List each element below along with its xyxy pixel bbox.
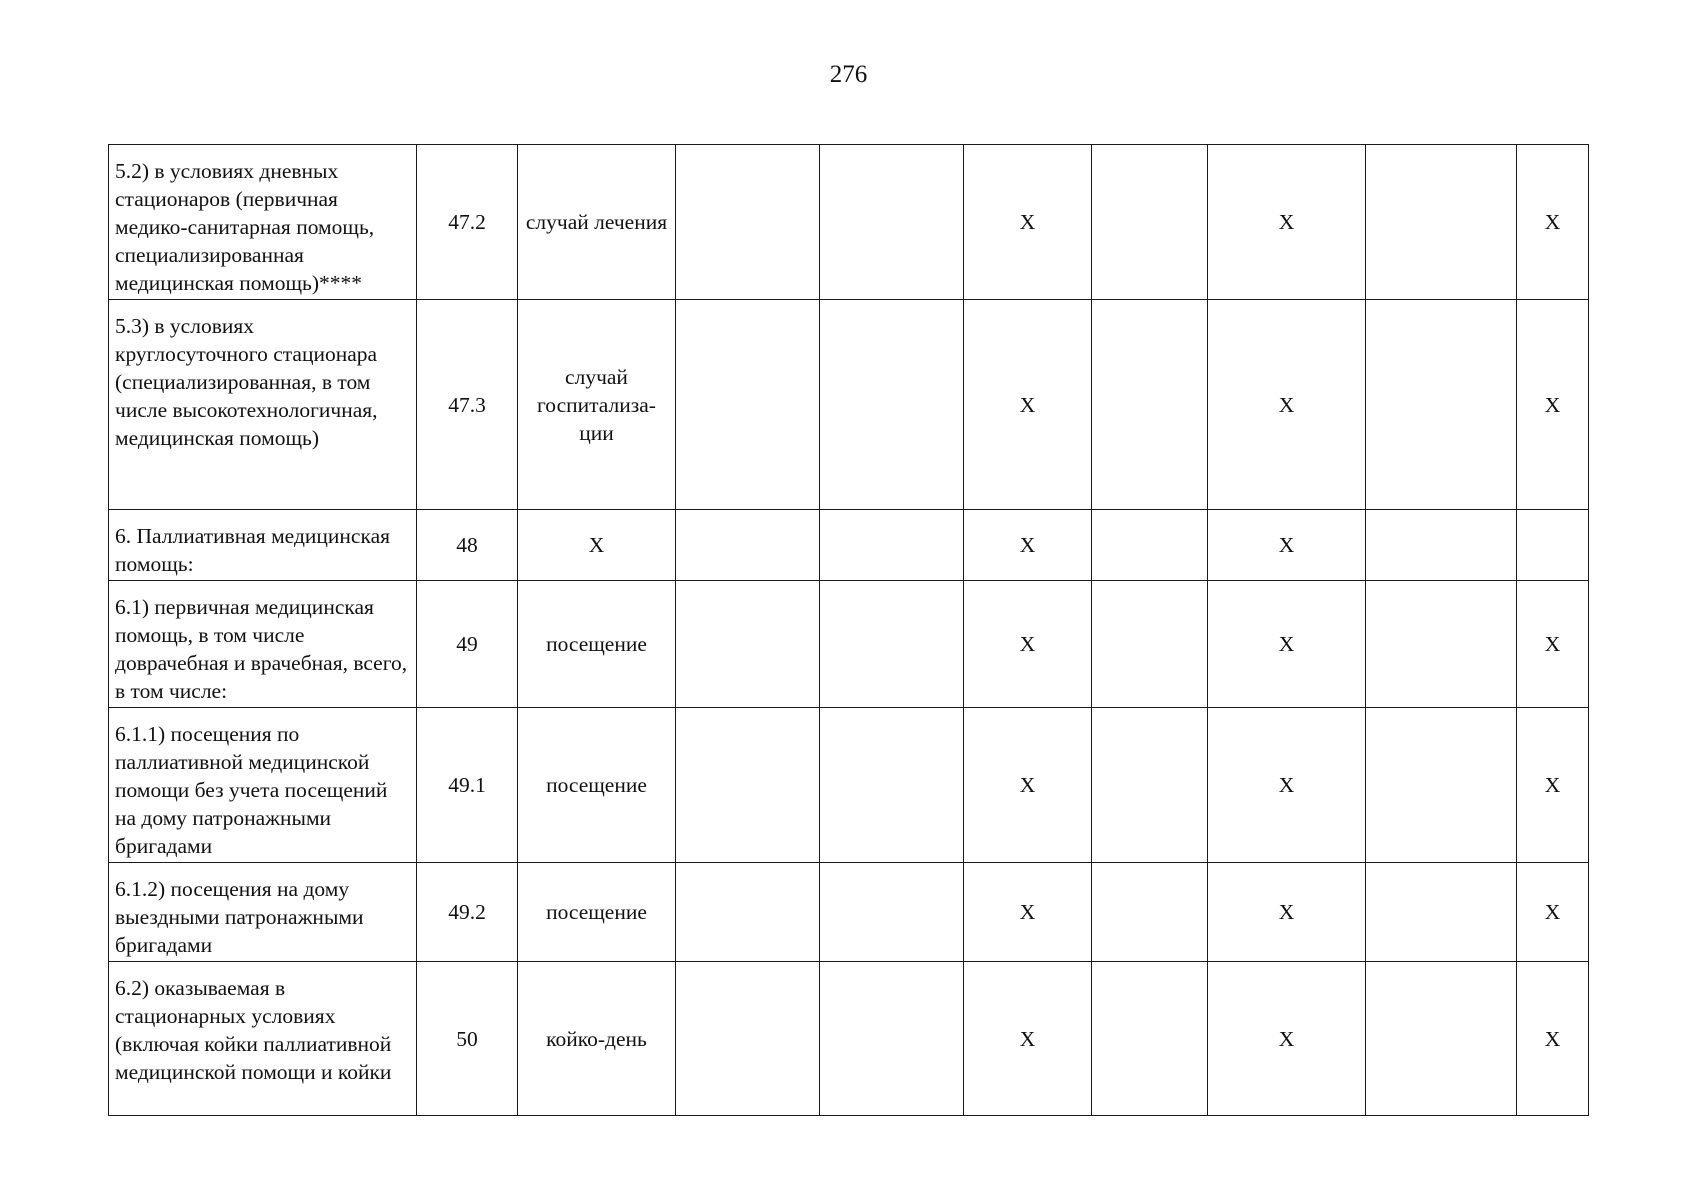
row-code-cell: 50: [417, 962, 518, 1116]
row-value-cell: [1366, 300, 1517, 510]
row-code-cell: 47.3: [417, 300, 518, 510]
row-code-cell: 47.2: [417, 145, 518, 300]
row-unit-cell: посещение: [518, 708, 676, 863]
row-value-cell: [1517, 510, 1589, 581]
row-value-cell: [1092, 962, 1208, 1116]
row-value-cell: [820, 708, 964, 863]
row-value-cell: X: [964, 300, 1092, 510]
row-value-cell: [676, 581, 820, 708]
table-row: [109, 708, 1589, 863]
row-name-cell: 6.1.2) посещения на дому выездными патронажными бригадами: [109, 863, 417, 962]
row-value-cell: [820, 863, 964, 962]
row-value-cell: X: [964, 962, 1092, 1116]
row-value-cell: [1366, 863, 1517, 962]
row-value-cell: X: [1208, 145, 1366, 300]
row-value-cell: X: [964, 581, 1092, 708]
row-unit-cell: койко-день: [518, 962, 676, 1116]
row-name-cell: 6. Паллиативная медицинская помощь:: [109, 510, 417, 581]
row-value-cell: [820, 962, 964, 1116]
row-value-cell: [676, 145, 820, 300]
row-value-cell: X: [1517, 863, 1589, 962]
row-value-cell: [820, 145, 964, 300]
row-value-cell: X: [1517, 708, 1589, 863]
row-value-cell: [676, 300, 820, 510]
row-name-cell: 6.1) первичная медицинская помощь, в том числе доврачебная и врачебная, всего, в том числе:: [109, 581, 417, 708]
row-unit-cell: X: [518, 510, 676, 581]
row-value-cell: [676, 510, 820, 581]
row-value-cell: X: [1208, 510, 1366, 581]
row-value-cell: [1092, 510, 1208, 581]
table-row: [109, 145, 1589, 300]
table-row: [109, 581, 1589, 708]
table-row: [109, 962, 1589, 1116]
row-code-cell: 49.2: [417, 863, 518, 962]
row-value-cell: [1366, 510, 1517, 581]
table-body: [109, 145, 1589, 1116]
row-value-cell: [1092, 300, 1208, 510]
row-value-cell: X: [964, 510, 1092, 581]
row-value-cell: X: [1517, 962, 1589, 1116]
row-value-cell: [1092, 708, 1208, 863]
row-value-cell: [1366, 145, 1517, 300]
row-value-cell: [820, 300, 964, 510]
row-value-cell: X: [1208, 708, 1366, 863]
row-value-cell: [676, 863, 820, 962]
row-unit-cell: случай госпитализа-ции: [518, 300, 676, 510]
row-name-cell: 5.3) в условиях круглосуточного стационара (специализированная, в том числе высокотехнологичная, медицинская помощь): [109, 300, 417, 510]
row-value-cell: [820, 581, 964, 708]
data-table: [108, 144, 1589, 1116]
row-value-cell: X: [1208, 300, 1366, 510]
table-row: [109, 300, 1589, 510]
row-unit-cell: посещение: [518, 863, 676, 962]
table-row: [109, 863, 1589, 962]
row-value-cell: [1092, 581, 1208, 708]
row-value-cell: [820, 510, 964, 581]
row-value-cell: [676, 708, 820, 863]
row-value-cell: [1366, 708, 1517, 863]
row-code-cell: 48: [417, 510, 518, 581]
row-value-cell: X: [1517, 145, 1589, 300]
row-value-cell: X: [1208, 581, 1366, 708]
row-value-cell: [1092, 145, 1208, 300]
table-row: [109, 510, 1589, 581]
row-name-cell: 6.2) оказываемая в стационарных условиях (включая койки паллиативной медицинской помощи и койки: [109, 962, 417, 1116]
row-value-cell: X: [1208, 863, 1366, 962]
row-code-cell: 49.1: [417, 708, 518, 863]
row-value-cell: X: [964, 863, 1092, 962]
row-unit-cell: случай лечения: [518, 145, 676, 300]
row-value-cell: X: [1208, 962, 1366, 1116]
row-value-cell: X: [1517, 300, 1589, 510]
row-value-cell: X: [1517, 581, 1589, 708]
row-value-cell: X: [964, 708, 1092, 863]
row-value-cell: [1092, 863, 1208, 962]
row-value-cell: X: [964, 145, 1092, 300]
row-name-cell: 5.2) в условиях дневных стационаров (первичная медико-санитарная помощь, специализированная медицинская помощь)****: [109, 145, 417, 300]
row-value-cell: [1366, 962, 1517, 1116]
page-number: 276: [829, 61, 868, 88]
row-unit-cell: посещение: [518, 581, 676, 708]
row-value-cell: [676, 962, 820, 1116]
row-name-cell: 6.1.1) посещения по паллиативной медицинской помощи без учета посещений на дому патронажными бригадами: [109, 708, 417, 863]
row-code-cell: 49: [417, 581, 518, 708]
row-value-cell: [1366, 581, 1517, 708]
